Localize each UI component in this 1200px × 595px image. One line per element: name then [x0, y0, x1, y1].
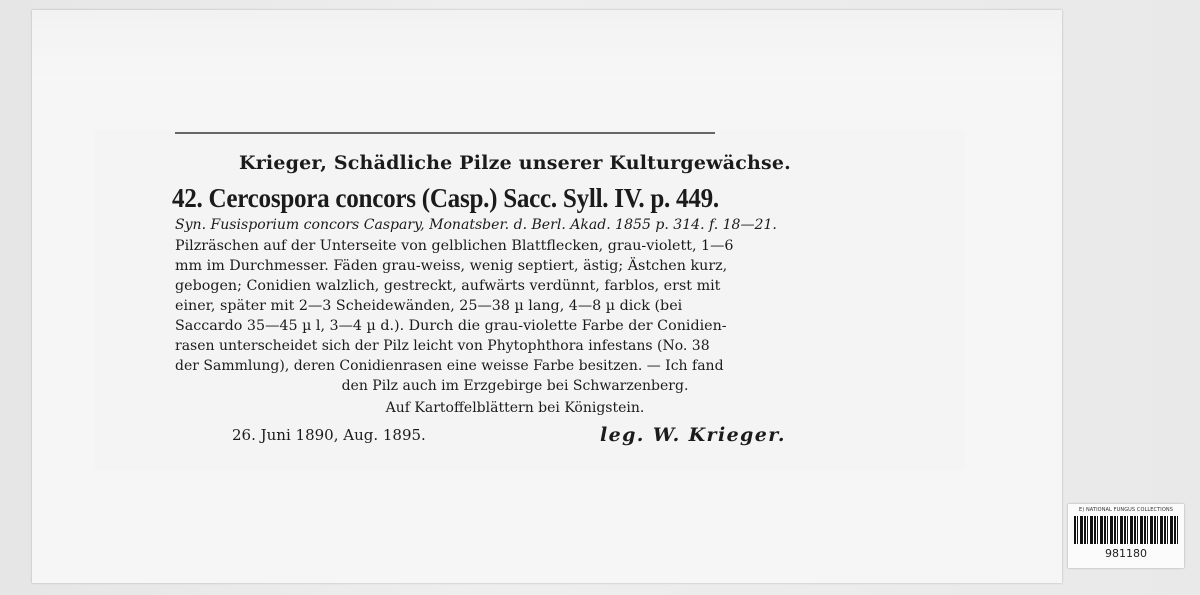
description-line: einer, später mit 2—3 Scheidewänden, 25—38 µ lang, 4—8 µ dick (bei: [175, 298, 683, 314]
barcode-label: [1068, 504, 1184, 568]
collector-line: leg. W. Krieger.: [600, 424, 786, 446]
barcode-icon: [1074, 516, 1178, 544]
label-heading: Krieger, Schädliche Pilze unserer Kulturgewächse.: [239, 152, 791, 174]
synonym-line: Syn. Fusisporium concors Caspary, Monatsber. d. Berl. Akad. 1855 p. 314. f. 18—21.: [175, 217, 777, 233]
sheet-fold: [32, 10, 1062, 80]
description-line: Pilzräschen auf der Unterseite von gelblichen Blattflecken, grau-violett, 1—6: [175, 238, 734, 254]
label-top-rule: [175, 132, 715, 134]
barcode-institution: E) NATIONAL FUNGUS COLLECTIONS: [1078, 507, 1174, 513]
description-line: rasen unterscheidet sich der Pilz leicht von Phytophthora infestans (No. 38: [175, 338, 710, 354]
description-line: Saccardo 35—45 µ l, 3—4 µ d.). Durch die grau-violette Farbe der Conidien-: [175, 318, 727, 334]
barcode-number: 981180: [1105, 547, 1147, 560]
description-line: den Pilz auch im Erzgebirge bei Schwarzenberg.: [341, 378, 689, 394]
locality-line: Auf Kartoffelblättern bei Königstein.: [385, 400, 645, 416]
collection-date: 26. Juni 1890, Aug. 1895.: [232, 426, 426, 444]
description-line: der Sammlung), deren Conidienrasen eine weisse Farbe besitzen. — Ich fand: [175, 358, 724, 374]
description-line: gebogen; Conidien walzlich, gestreckt, aufwärts verdünnt, farblos, erst mit: [175, 278, 721, 294]
species-title: 42. Cercospora concors (Casp.) Sacc. Syll. IV. p. 449.: [172, 183, 719, 213]
description-line: mm im Durchmesser. Fäden grau-weiss, wenig septiert, ästig; Ästchen kurz,: [175, 258, 728, 274]
